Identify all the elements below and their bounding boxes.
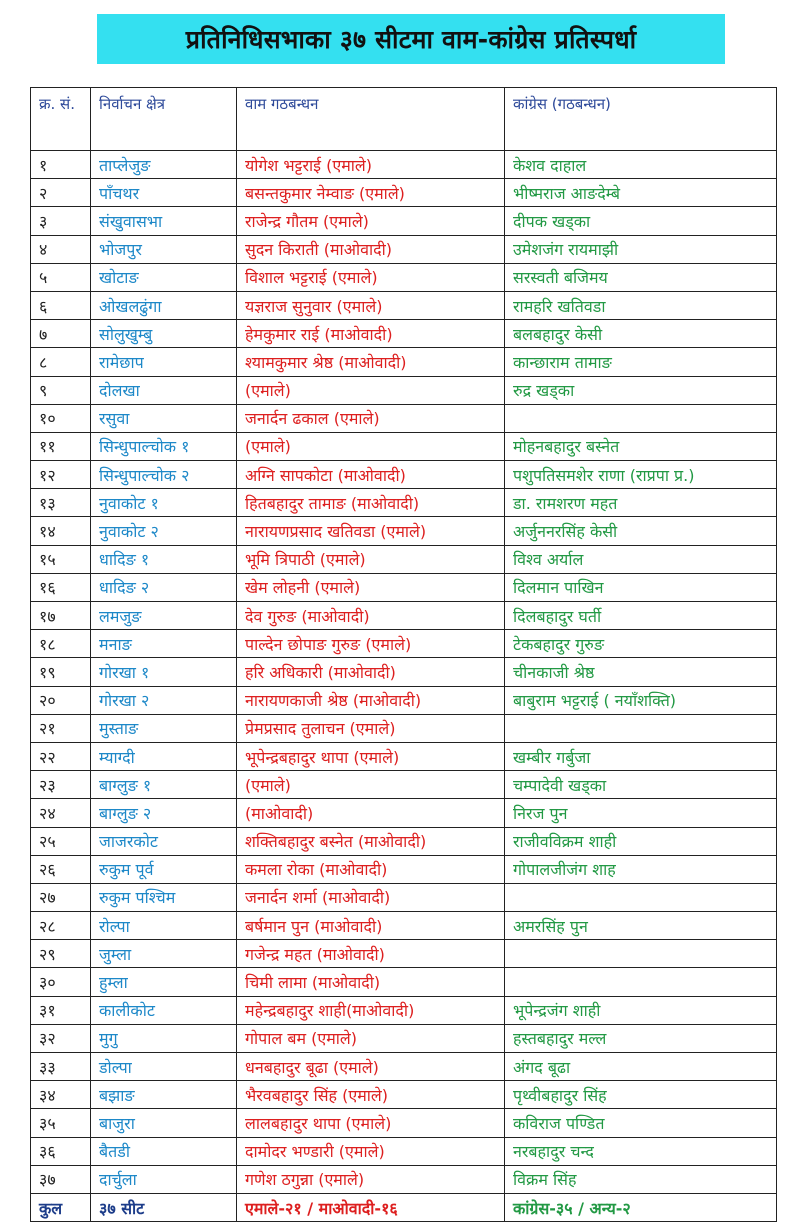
table-row bbox=[31, 940, 777, 968]
congress-cell: नरबहादुर चन्द bbox=[505, 1137, 777, 1165]
serial-cell: ६ bbox=[31, 291, 91, 319]
left-alliance-cell: भूपेन्द्रबहादुर थापा (एमाले) bbox=[237, 742, 505, 770]
congress-cell: रुद्र खड्का bbox=[505, 376, 777, 404]
congress-cell: चम्पादेवी खड्का bbox=[505, 771, 777, 799]
table-row bbox=[31, 179, 777, 207]
left-alliance-cell: नारायणप्रसाद खतिवडा (एमाले) bbox=[237, 517, 505, 545]
congress-cell bbox=[505, 714, 777, 742]
congress-cell: बलबहादुर केसी bbox=[505, 320, 777, 348]
congress-cell: अर्जुननरसिंह केसी bbox=[505, 517, 777, 545]
left-alliance-cell: हेमकुमार राई (माओवादी) bbox=[237, 320, 505, 348]
constituency-cell: सोलुखुम्बु bbox=[91, 320, 237, 348]
table-footer bbox=[31, 1193, 777, 1221]
left-alliance-cell: हरि अधिकारी (माओवादी) bbox=[237, 658, 505, 686]
constituency-cell: जाजरकोट bbox=[91, 827, 237, 855]
constituency-cell: रुकुम पश्चिम bbox=[91, 883, 237, 911]
table-row bbox=[31, 714, 777, 742]
left-alliance-cell: (एमाले) bbox=[237, 376, 505, 404]
congress-cell: बाबुराम भट्टराई ( नयाँशक्ति) bbox=[505, 686, 777, 714]
table-row bbox=[31, 1165, 777, 1193]
constituency-cell: धादिङ १ bbox=[91, 545, 237, 573]
constituency-cell: रामेछाप bbox=[91, 348, 237, 376]
congress-cell: अमरसिंह पुन bbox=[505, 912, 777, 940]
header-congress: कांग्रेस (गठबन्धन) bbox=[505, 88, 777, 151]
constituency-cell: हुम्ला bbox=[91, 968, 237, 996]
left-alliance-cell: योगेश भट्टराई (एमाले) bbox=[237, 151, 505, 179]
candidates-table bbox=[30, 87, 777, 1222]
table-row bbox=[31, 912, 777, 940]
constituency-cell: पाँचथर bbox=[91, 179, 237, 207]
left-alliance-cell: यज्ञराज सुनुवार (एमाले) bbox=[237, 291, 505, 319]
table-row bbox=[31, 855, 777, 883]
left-alliance-cell: बसन्तकुमार नेम्वाङ (एमाले) bbox=[237, 179, 505, 207]
serial-cell: १३ bbox=[31, 489, 91, 517]
congress-cell: दिलबहादुर घर्ती bbox=[505, 602, 777, 630]
title-banner bbox=[97, 14, 725, 64]
congress-cell: केशव दाहाल bbox=[505, 151, 777, 179]
header-left-alliance: वाम गठबन्धन bbox=[237, 88, 505, 151]
left-alliance-cell: देव गुरुङ (माओवादी) bbox=[237, 602, 505, 630]
serial-cell: १६ bbox=[31, 573, 91, 601]
constituency-cell: गोरखा १ bbox=[91, 658, 237, 686]
serial-cell: १५ bbox=[31, 545, 91, 573]
left-alliance-cell: महेन्द्रबहादुर शाही(माओवादी) bbox=[237, 996, 505, 1024]
constituency-cell: म्याग्दी bbox=[91, 742, 237, 770]
serial-cell: २६ bbox=[31, 855, 91, 883]
left-alliance-cell: धनबहादुर बूढा (एमाले) bbox=[237, 1053, 505, 1081]
serial-cell: २४ bbox=[31, 799, 91, 827]
left-alliance-cell: जनार्दन ढकाल (एमाले) bbox=[237, 404, 505, 432]
table-row bbox=[31, 1109, 777, 1137]
constituency-cell: मनाङ bbox=[91, 630, 237, 658]
congress-cell bbox=[505, 940, 777, 968]
serial-cell: १ bbox=[31, 151, 91, 179]
table-row bbox=[31, 517, 777, 545]
table-row bbox=[31, 461, 777, 489]
constituency-cell: खोटाङ bbox=[91, 263, 237, 291]
congress-cell bbox=[505, 968, 777, 996]
total-row bbox=[31, 1193, 777, 1221]
constituency-cell: नुवाकोट २ bbox=[91, 517, 237, 545]
serial-cell: १७ bbox=[31, 602, 91, 630]
serial-cell: ११ bbox=[31, 432, 91, 460]
table-row bbox=[31, 1024, 777, 1052]
total-serial: कुल bbox=[31, 1193, 91, 1221]
table-row bbox=[31, 291, 777, 319]
congress-cell: टेकबहादुर गुरुङ bbox=[505, 630, 777, 658]
table-row bbox=[31, 151, 777, 179]
table-row bbox=[31, 545, 777, 573]
serial-cell: ४ bbox=[31, 235, 91, 263]
congress-cell bbox=[505, 404, 777, 432]
congress-cell: दीपक खड्का bbox=[505, 207, 777, 235]
serial-cell: ३१ bbox=[31, 996, 91, 1024]
congress-cell: पृथ्वीबहादुर सिंह bbox=[505, 1081, 777, 1109]
congress-cell: भूपेन्द्रजंग शाही bbox=[505, 996, 777, 1024]
left-alliance-cell: हितबहादुर तामाङ (माओवादी) bbox=[237, 489, 505, 517]
constituency-cell: मुगु bbox=[91, 1024, 237, 1052]
congress-cell: विश्व अर्याल bbox=[505, 545, 777, 573]
congress-cell: दिलमान पाखिन bbox=[505, 573, 777, 601]
serial-cell: २१ bbox=[31, 714, 91, 742]
table-row bbox=[31, 996, 777, 1024]
serial-cell: १९ bbox=[31, 658, 91, 686]
table-row bbox=[31, 1137, 777, 1165]
table-row bbox=[31, 658, 777, 686]
total-seats: ३७ सीट bbox=[91, 1193, 237, 1221]
constituency-cell: गोरखा २ bbox=[91, 686, 237, 714]
congress-cell: डा. रामशरण महत bbox=[505, 489, 777, 517]
serial-cell: १८ bbox=[31, 630, 91, 658]
constituency-cell: कालीकोट bbox=[91, 996, 237, 1024]
left-alliance-cell: सुदन किराती (माओवादी) bbox=[237, 235, 505, 263]
constituency-cell: रोल्पा bbox=[91, 912, 237, 940]
left-alliance-cell: लालबहादुर थापा (एमाले) bbox=[237, 1109, 505, 1137]
constituency-cell: दार्चुला bbox=[91, 1165, 237, 1193]
constituency-cell: बझाङ bbox=[91, 1081, 237, 1109]
constituency-cell: ताप्लेजुङ bbox=[91, 151, 237, 179]
constituency-cell: भोजपुर bbox=[91, 235, 237, 263]
constituency-cell: ओखलढुंगा bbox=[91, 291, 237, 319]
table-row bbox=[31, 235, 777, 263]
total-congress: कांग्रेस-३५ / अन्य-२ bbox=[505, 1193, 777, 1221]
congress-cell: भीष्मराज आङदेम्बे bbox=[505, 179, 777, 207]
table-row bbox=[31, 207, 777, 235]
left-alliance-cell: दामोदर भण्डारी (एमाले) bbox=[237, 1137, 505, 1165]
constituency-cell: संखुवासभा bbox=[91, 207, 237, 235]
left-alliance-cell: बर्षमान पुन (माओवादी) bbox=[237, 912, 505, 940]
congress-cell: गोपालजीजंग शाह bbox=[505, 855, 777, 883]
left-alliance-cell: भैरवबहादुर सिंह (एमाले) bbox=[237, 1081, 505, 1109]
congress-cell: हस्तबहादुर मल्ल bbox=[505, 1024, 777, 1052]
serial-cell: १० bbox=[31, 404, 91, 432]
serial-cell: ३ bbox=[31, 207, 91, 235]
congress-cell: उमेशजंग रायमाझी bbox=[505, 235, 777, 263]
left-alliance-cell: प्रेमप्रसाद तुलाचन (एमाले) bbox=[237, 714, 505, 742]
table-header bbox=[31, 88, 777, 151]
constituency-cell: सिन्धुपाल्चोक २ bbox=[91, 461, 237, 489]
table-row bbox=[31, 263, 777, 291]
constituency-cell: नुवाकोट १ bbox=[91, 489, 237, 517]
table-row bbox=[31, 1053, 777, 1081]
serial-cell: २७ bbox=[31, 883, 91, 911]
constituency-cell: जुम्ला bbox=[91, 940, 237, 968]
header-constituency: निर्वाचन क्षेत्र bbox=[91, 88, 237, 151]
serial-cell: २२ bbox=[31, 742, 91, 770]
left-alliance-cell: (माओवादी) bbox=[237, 799, 505, 827]
serial-cell: २ bbox=[31, 179, 91, 207]
congress-cell: मोहनबहादुर बस्नेत bbox=[505, 432, 777, 460]
serial-cell: २५ bbox=[31, 827, 91, 855]
table-row bbox=[31, 1081, 777, 1109]
congress-cell: कान्छाराम तामाङ bbox=[505, 348, 777, 376]
table-row bbox=[31, 489, 777, 517]
table-row bbox=[31, 573, 777, 601]
left-alliance-cell: विशाल भट्टराई (एमाले) bbox=[237, 263, 505, 291]
serial-cell: ३७ bbox=[31, 1165, 91, 1193]
table-row bbox=[31, 630, 777, 658]
table-row bbox=[31, 376, 777, 404]
serial-cell: ७ bbox=[31, 320, 91, 348]
header-serial: क्र. सं. bbox=[31, 88, 91, 151]
serial-cell: ८ bbox=[31, 348, 91, 376]
serial-cell: २० bbox=[31, 686, 91, 714]
table-row bbox=[31, 404, 777, 432]
serial-cell: १४ bbox=[31, 517, 91, 545]
congress-cell: चीनकाजी श्रेष्ठ bbox=[505, 658, 777, 686]
serial-cell: २९ bbox=[31, 940, 91, 968]
serial-cell: ३३ bbox=[31, 1053, 91, 1081]
table-row bbox=[31, 883, 777, 911]
table-row bbox=[31, 432, 777, 460]
left-alliance-cell: गजेन्द्र महत (माओवादी) bbox=[237, 940, 505, 968]
left-alliance-cell: पाल्देन छोपाङ गुरुङ (एमाले) bbox=[237, 630, 505, 658]
table-body bbox=[31, 151, 777, 1194]
serial-cell: ३५ bbox=[31, 1109, 91, 1137]
table-row bbox=[31, 348, 777, 376]
congress-cell: राजीवविक्रम शाही bbox=[505, 827, 777, 855]
total-left-alliance: एमाले-२१ / माओवादी-१६ bbox=[237, 1193, 505, 1221]
table-row bbox=[31, 968, 777, 996]
left-alliance-cell: कमला रोका (माओवादी) bbox=[237, 855, 505, 883]
constituency-cell: बैतडी bbox=[91, 1137, 237, 1165]
serial-cell: २३ bbox=[31, 771, 91, 799]
congress-cell: सरस्वती बजिमय bbox=[505, 263, 777, 291]
table-row bbox=[31, 686, 777, 714]
serial-cell: २८ bbox=[31, 912, 91, 940]
serial-cell: ३२ bbox=[31, 1024, 91, 1052]
header-row bbox=[31, 88, 777, 151]
congress-cell: रामहरि खतिवडा bbox=[505, 291, 777, 319]
left-alliance-cell: गणेश ठगुन्ना (एमाले) bbox=[237, 1165, 505, 1193]
table-row bbox=[31, 742, 777, 770]
table-row bbox=[31, 771, 777, 799]
serial-cell: १२ bbox=[31, 461, 91, 489]
page-title: प्रतिनिधिसभाका ३७ सीटमा वाम-कांग्रेस प्रतिस्पर्धा bbox=[185, 25, 637, 54]
constituency-cell: डोल्पा bbox=[91, 1053, 237, 1081]
serial-cell: ५ bbox=[31, 263, 91, 291]
congress-cell: अंगद बूढा bbox=[505, 1053, 777, 1081]
constituency-cell: मुस्ताङ bbox=[91, 714, 237, 742]
left-alliance-cell: राजेन्द्र गौतम (एमाले) bbox=[237, 207, 505, 235]
left-alliance-cell: भूमि त्रिपाठी (एमाले) bbox=[237, 545, 505, 573]
table-row bbox=[31, 827, 777, 855]
constituency-cell: बाजुरा bbox=[91, 1109, 237, 1137]
constituency-cell: सिन्धुपाल्चोक १ bbox=[91, 432, 237, 460]
congress-cell bbox=[505, 883, 777, 911]
congress-cell: खम्बीर गर्बुजा bbox=[505, 742, 777, 770]
table-row bbox=[31, 602, 777, 630]
constituency-cell: रुकुम पूर्व bbox=[91, 855, 237, 883]
constituency-cell: दोलखा bbox=[91, 376, 237, 404]
congress-cell: विक्रम सिंह bbox=[505, 1165, 777, 1193]
constituency-cell: लमजुङ bbox=[91, 602, 237, 630]
table-row bbox=[31, 799, 777, 827]
table-row bbox=[31, 320, 777, 348]
left-alliance-cell: नारायणकाजी श्रेष्ठ (माओवादी) bbox=[237, 686, 505, 714]
left-alliance-cell: जनार्दन शर्मा (माओवादी) bbox=[237, 883, 505, 911]
serial-cell: ९ bbox=[31, 376, 91, 404]
serial-cell: ३६ bbox=[31, 1137, 91, 1165]
congress-cell: कविराज पण्डित bbox=[505, 1109, 777, 1137]
left-alliance-cell: चिमी लामा (माओवादी) bbox=[237, 968, 505, 996]
congress-cell: निरज पुन bbox=[505, 799, 777, 827]
left-alliance-cell: शक्तिबहादुर बस्नेत (माओवादी) bbox=[237, 827, 505, 855]
left-alliance-cell: खेम लोहनी (एमाले) bbox=[237, 573, 505, 601]
constituency-cell: धादिङ २ bbox=[91, 573, 237, 601]
constituency-cell: बाग्लुङ २ bbox=[91, 799, 237, 827]
constituency-cell: बाग्लुङ १ bbox=[91, 771, 237, 799]
constituency-cell: रसुवा bbox=[91, 404, 237, 432]
left-alliance-cell: श्यामकुमार श्रेष्ठ (माओवादी) bbox=[237, 348, 505, 376]
serial-cell: ३४ bbox=[31, 1081, 91, 1109]
left-alliance-cell: (एमाले) bbox=[237, 432, 505, 460]
left-alliance-cell: (एमाले) bbox=[237, 771, 505, 799]
left-alliance-cell: अग्नि सापकोटा (माओवादी) bbox=[237, 461, 505, 489]
serial-cell: ३० bbox=[31, 968, 91, 996]
congress-cell: पशुपतिसमशेर राणा (राप्रपा प्र.) bbox=[505, 461, 777, 489]
left-alliance-cell: गोपाल बम (एमाले) bbox=[237, 1024, 505, 1052]
